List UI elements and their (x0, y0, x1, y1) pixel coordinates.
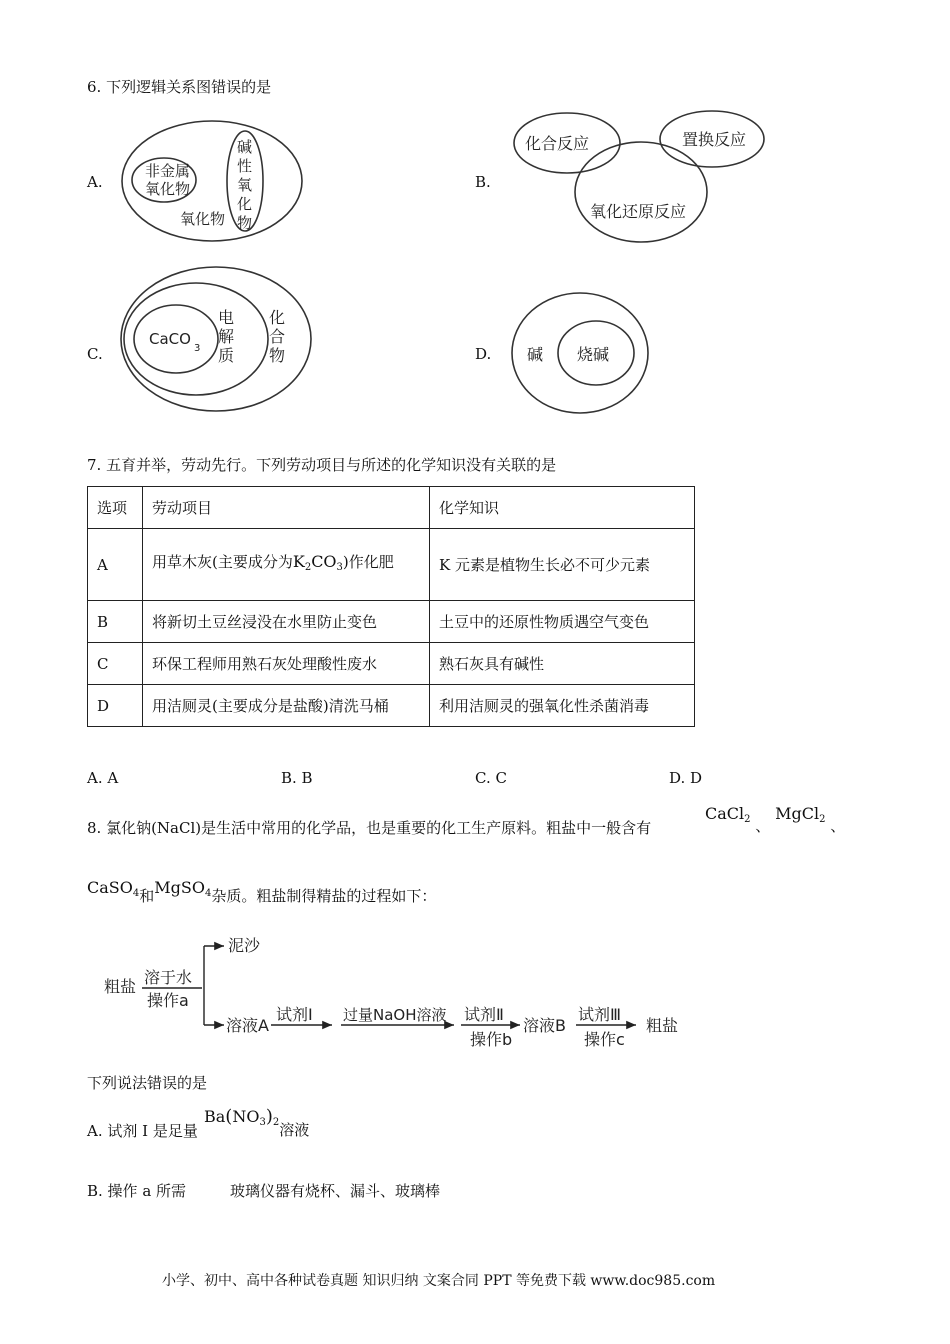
flow-solution-b: 溶液B (523, 1016, 566, 1035)
formula-co-sub: 3 (336, 561, 343, 573)
diagram-d (510, 290, 655, 420)
label-caco3: CaCO (149, 330, 191, 348)
paren-right: ) (265, 1106, 273, 1127)
cell-labor: 将新切土豆丝浸没在水里防止变色 (143, 601, 430, 643)
flow-start: 粗盐 (104, 977, 137, 996)
label-compound-3: 物 (269, 346, 286, 365)
formula-caso4-sub: 4 (132, 888, 140, 899)
formula-ba: Ba (204, 1107, 226, 1126)
cell-chem: 利用洁厕灵的强氧化性杀菌消毒 (430, 685, 695, 727)
label-caustic-soda: 烧碱 (577, 345, 610, 364)
cell-chem: K 元素是植物生长必不可少元素 (430, 529, 695, 601)
label-basic-2: 性 (237, 157, 253, 175)
q8-option-a-formula (204, 1106, 310, 1139)
q8-stem-line1 (87, 817, 651, 838)
formula-cacl2: CaCl (705, 804, 745, 823)
table-row (88, 529, 695, 601)
flow-reagent4-bot: 操作c (584, 1030, 625, 1049)
q7-answer-d: D. D (669, 769, 703, 787)
formula-no3-sub: 3 (259, 1117, 266, 1128)
cell-option: B (88, 601, 143, 643)
q8-stem-line2 (87, 877, 437, 905)
diagram-c (118, 265, 318, 417)
flow-step1-top: 溶于水 (144, 968, 193, 987)
circle-redox (575, 142, 707, 242)
q6-stem: 6. 下列逻辑关系图错误的是 (87, 78, 272, 96)
formula-co: CO (311, 551, 337, 571)
q8-option-b-pre: B. 操作 a 所需 (87, 1182, 187, 1200)
q8-option-a (87, 1120, 198, 1141)
label-oxide: 氧化物 (180, 210, 226, 228)
q6-option-d-label: D. (475, 345, 492, 363)
q8-option-b-post: 玻璃仪器有烧杯、漏斗、玻璃棒 (230, 1182, 441, 1200)
q7-stem: 7. 五育并举，劳动先行。下列劳动项目与所述的化学知识没有关联的是 (87, 456, 557, 474)
q8-option-a-post: 溶液 (279, 1121, 310, 1139)
header-chem: 化学知识 (430, 487, 695, 529)
header-option: 选项 (88, 487, 143, 529)
q7-answer-a: A. A (87, 769, 119, 787)
table-row (88, 643, 695, 685)
formula-cacl2-sub: 2 (744, 814, 751, 825)
q7-table (87, 486, 695, 727)
q7-answer-b: B. B (281, 769, 313, 787)
formula-k-sub: 2 (304, 561, 312, 573)
header-labor: 劳动项目 (143, 487, 430, 529)
separator: 、 (830, 817, 846, 835)
q6-option-b-label: B. (475, 173, 491, 191)
label-compound-1: 化 (269, 308, 286, 327)
flow-solution-a: 溶液A (226, 1016, 269, 1035)
cell-option: D (88, 685, 143, 727)
flow-sand: 泥沙 (228, 936, 261, 955)
labor-text-pre: 用草木灰(主要成分为 (152, 552, 293, 571)
label-displacement: 置换反应 (682, 130, 747, 149)
formula-mgcl2-sub: 2 (819, 814, 826, 825)
diagram-a (118, 118, 308, 244)
paren-left: ( (225, 1106, 233, 1127)
cell-labor: 环保工程师用熟石灰处理酸性废水 (143, 643, 430, 685)
q8-prompt: 下列说法错误的是 (87, 1074, 208, 1092)
table-header-row (88, 487, 695, 529)
flow-reagent3-top: 试剂Ⅱ (464, 1005, 504, 1024)
label-compound-2: 合 (269, 327, 286, 346)
label-caco3-sub: 3 (194, 343, 201, 354)
label-basic-4: 化 (237, 195, 253, 213)
q8-option-b (87, 1180, 440, 1201)
label-electrolyte-3: 质 (218, 346, 235, 365)
label-nonmetal-2: 氧化物 (145, 180, 191, 198)
label-nonmetal-1: 非金属 (145, 162, 191, 180)
label-electrolyte-1: 电 (218, 308, 235, 327)
label-electrolyte-2: 解 (218, 327, 235, 346)
cell-labor: 用洁厕灵(主要成分是盐酸)清洗马桶 (143, 685, 430, 727)
formula-caso4: CaSO (87, 878, 133, 897)
cell-chem: 土豆中的还原性物质遇空气变色 (430, 601, 695, 643)
separator: 、 (755, 817, 771, 835)
label-basic-5: 物 (237, 214, 253, 232)
cell-option: A (88, 529, 143, 601)
formula-no3: NO (232, 1107, 260, 1126)
label-basic-1: 碱 (237, 138, 253, 156)
label-combination: 化合反应 (525, 134, 590, 153)
flow-reagent4-top: 试剂Ⅲ (578, 1005, 622, 1024)
formula-mgcl2: MgCl (775, 804, 820, 823)
q8-option-a-text: A. 试剂 I 是足量 (87, 1122, 198, 1140)
label-redox: 氧化还原反应 (590, 202, 687, 221)
q6-option-a-label: A. (87, 173, 103, 191)
formula-k: K (292, 551, 305, 571)
labor-text-post: )作化肥 (342, 552, 394, 571)
cell-option: C (88, 643, 143, 685)
ellipse-electrolyte (124, 283, 268, 395)
label-basic-3: 氧 (237, 176, 253, 194)
flow-reagent3-bot: 操作b (470, 1030, 513, 1049)
formula-mgso4: MgSO (154, 878, 205, 897)
flow-end: 粗盐 (646, 1016, 679, 1035)
label-base: 碱 (527, 345, 544, 364)
q7-answer-c: C. C (475, 769, 507, 787)
table-row (88, 685, 695, 727)
q6-option-c-label: C. (87, 345, 103, 363)
diagram-b (510, 110, 770, 250)
q8-stem-text: 8. 氯化钠(NaCl)是生活中常用的化学品，也是重要的化工生产原料。粗盐中一般含有 (87, 819, 652, 837)
cell-labor (143, 529, 430, 601)
and-text: 和 (139, 887, 155, 905)
flow-chart (100, 928, 700, 1054)
flow-step1-bot: 操作a (147, 991, 189, 1010)
flow-reagent2: 过量NaOH溶液 (343, 1006, 447, 1024)
table-row (88, 601, 695, 643)
q8-stem-line2-text: 杂质。粗盐制得精盐的过程如下： (211, 887, 437, 905)
q8-formulas-line1 (705, 803, 846, 835)
flow-reagent1: 试剂Ⅰ (276, 1005, 313, 1024)
formula-ba-sub: 2 (272, 1117, 280, 1128)
page-footer: 小学、初中、高中各种试卷真题 知识归纳 文案合同 PPT 等免费下载 www.doc985.com (162, 1273, 716, 1289)
cell-chem: 熟石灰具有碱性 (430, 643, 695, 685)
formula-mgso4-sub: 4 (204, 888, 212, 899)
